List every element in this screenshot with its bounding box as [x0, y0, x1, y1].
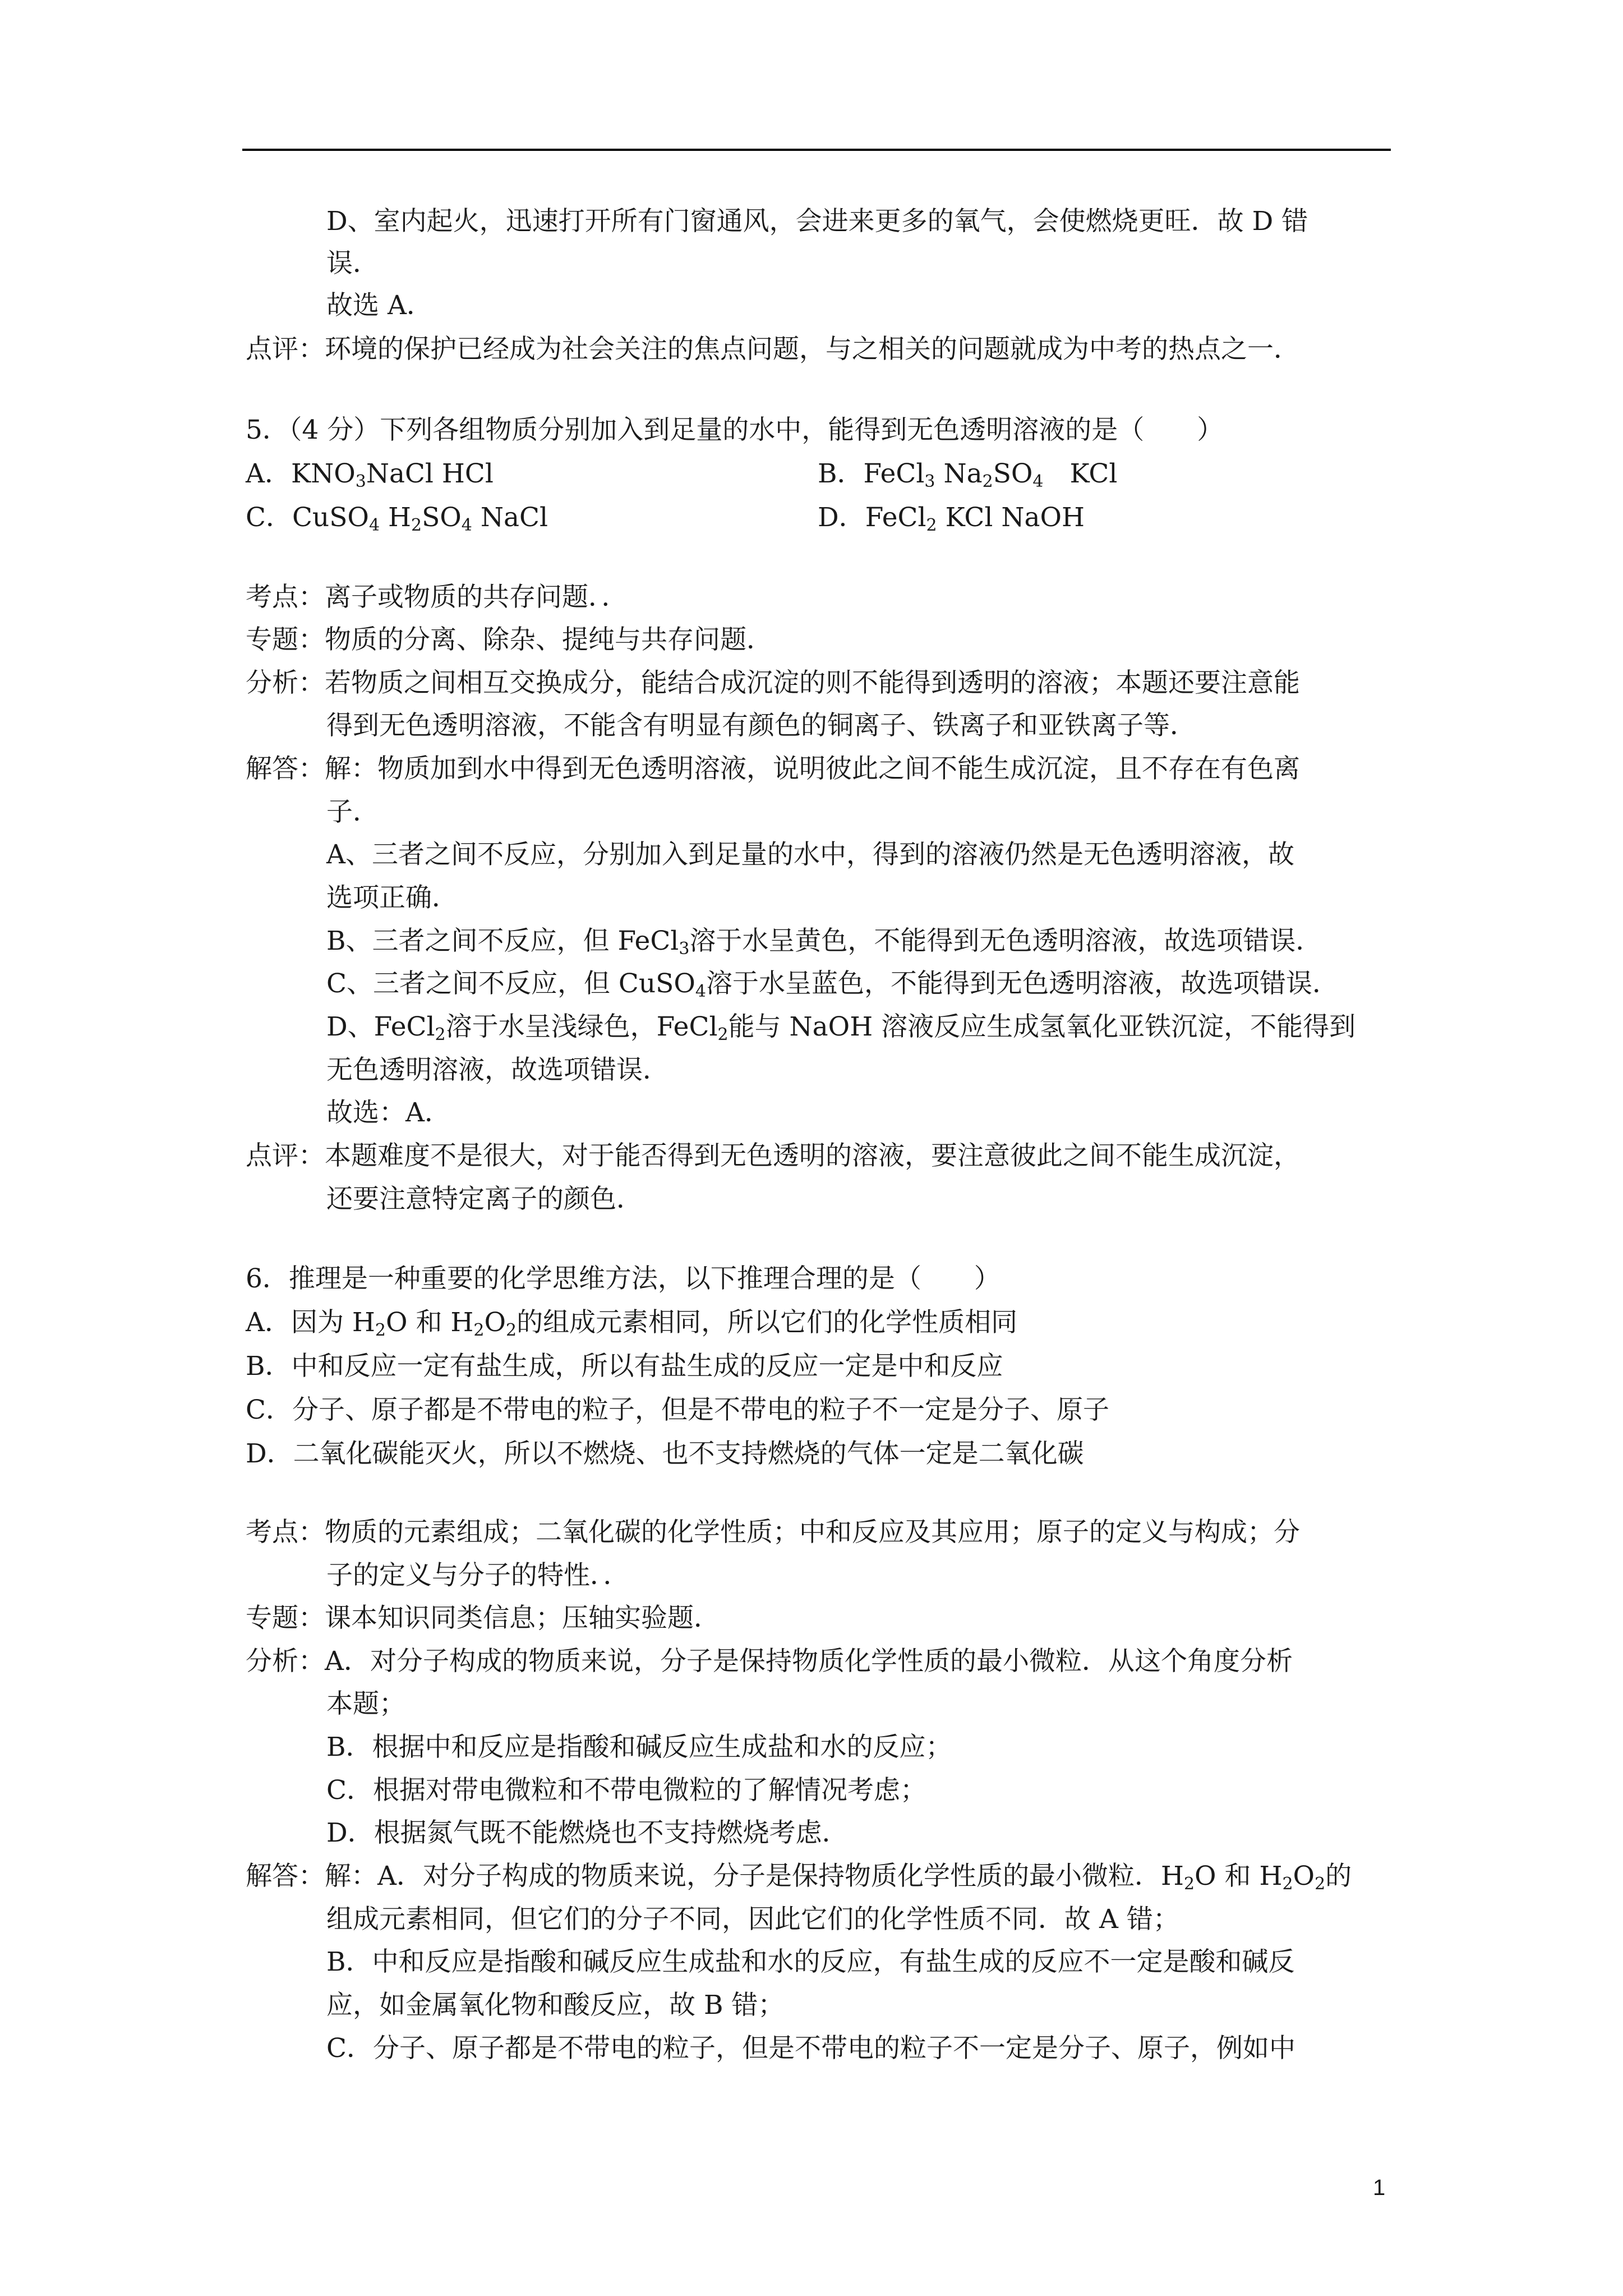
- q6-jieda-line2: 组成元素相同，但它们的分子不同，因此它们的化学性质不同．故 A 错；: [326, 1904, 1179, 1935]
- q6-jieda-b-line2: 应，如金属氧化物和酸反应，故 B 错；: [326, 1990, 785, 2021]
- q5-jieda-a-line2: 选项正确．: [326, 882, 458, 913]
- header-rule: [242, 149, 1391, 151]
- q6-jieda-c-line1: C．分子、原子都是不带电的粒子，但是不带电的粒子不一定是分子、原子，例如中: [326, 2033, 1295, 2064]
- q5-jieda-line2: 子．: [326, 797, 379, 827]
- q6-option-c: C．分子、原子都是不带电的粒子，但是不带电的粒子不一定是分子、原子: [246, 1395, 1109, 1425]
- q6-zhuanti: 专题：课本知识同类信息；压轴实验题．: [246, 1603, 720, 1634]
- q5-review-line2: 还要注意特定离子的颜色．: [326, 1184, 643, 1214]
- q5-jieda-d-line1: D、FeCl$_2$溶于水呈浅绿色，FeCl$_2$能与 NaOH 溶液反应生成氢氧化亚铁沉淀，不能得到: [326, 1011, 1356, 1045]
- q5-jieda-b: B、三者之间不反应，但 FeCl$_3$溶于水呈黄色，不能得到无色透明溶液，故选项错误．: [326, 926, 1322, 959]
- q4-answer: 故选 A．: [326, 290, 433, 321]
- q5-fenxi-line1: 分析：若物质之间相互交换成分，能结合成沉淀的则不能得到透明的溶液；本题还要注意能: [246, 668, 1300, 698]
- q6-jieda-line1: 解答：解：A．对分子构成的物质来说，分子是保持物质化学性质的最小微粒．$H_2O$ 和 $H_2O_2$的: [246, 1861, 1352, 1894]
- q4-option-d-line1: D、室内起火，迅速打开所有门窗通风，会进来更多的氧气，会使燃烧更旺．故 D 错: [326, 206, 1308, 237]
- q6-kaodian-line1: 考点：物质的元素组成；二氧化碳的化学性质；中和反应及其应用；原子的定义与构成；分: [246, 1517, 1300, 1548]
- q5-zhuanti: 专题：物质的分离、除杂、提纯与共存问题．: [246, 624, 773, 655]
- q6-fenxi-c: C．根据对带电微粒和不带电微粒的了解情况考虑；: [326, 1775, 926, 1806]
- q4-review: 点评：环境的保护已经成为社会关注的焦点问题，与之相关的问题就成为中考的热点之一．: [246, 334, 1300, 365]
- q6-option-b: B．中和反应一定有盐生成，所以有盐生成的反应一定是中和反应: [246, 1351, 1003, 1382]
- q5-option-a: A．$KNO_3NaCl$ HCl: [246, 458, 494, 491]
- q6-fenxi-line1: 分析：A．对分子构成的物质来说，分子是保持物质化学性质的最小微粒．从这个角度分析: [246, 1646, 1293, 1677]
- q6-jieda-b-line1: B．中和反应是指酸和碱反应生成盐和水的反应，有盐生成的反应不一定是酸和碱反: [326, 1947, 1295, 1977]
- q5-answer: 故选：A．: [326, 1097, 451, 1128]
- q5-review-line1: 点评：本题难度不是很大，对于能否得到无色透明的溶液，要注意彼此之间不能生成沉淀，: [246, 1140, 1300, 1171]
- q5-fenxi-line2: 得到无色透明溶液，不能含有明显有颜色的铜离子、铁离子和亚铁离子等．: [326, 710, 1196, 741]
- q5-jieda-a-line1: A、三者之间不反应，分别加入到足量的水中，得到的溶液仍然是无色透明溶液，故: [326, 839, 1294, 870]
- q4-option-d-line2: 误．: [326, 248, 379, 279]
- q5-option-c: C．CuSO$_4$ $H_2SO_4$ NaCl: [246, 502, 548, 535]
- q6-stem: 6．推理是一种重要的化学思维方法，以下推理合理的是（ ）: [246, 1263, 1000, 1294]
- q5-kaodian: 考点：离子或物质的共存问题．．: [246, 582, 628, 613]
- q5-option-b: B．FeCl$_3$ $Na_2SO_4$ KCl: [818, 458, 1118, 491]
- q6-fenxi-line2: 本题；: [326, 1688, 405, 1719]
- q5-stem: 5．（4 分）下列各组物质分别加入到足量的水中，能得到无色透明溶液的是（ ）: [246, 415, 1224, 445]
- q5-jieda-d-line2: 无色透明溶液，故选项错误．: [326, 1055, 669, 1085]
- q5-jieda-line1: 解答：解：物质加到水中得到无色透明溶液，说明彼此之间不能生成沉淀，且不存在有色离: [246, 753, 1300, 784]
- q6-option-d: D．二氧化碳能灭火，所以不燃烧、也不支持燃烧的气体一定是二氧化碳: [246, 1438, 1084, 1469]
- page-number: 1: [1373, 2175, 1386, 2200]
- q6-fenxi-d: D．根据氮气既不能燃烧也不支持燃烧考虑．: [326, 1818, 849, 1848]
- q6-kaodian-line2: 子的定义与分子的特性．．: [326, 1560, 630, 1591]
- q5-option-d: D．FeCl$_2$ KCl NaOH: [818, 502, 1085, 535]
- q5-jieda-c: C、三者之间不反应，但 CuSO$_4$溶于水呈蓝色，不能得到无色透明溶液，故选项错误．: [326, 968, 1339, 1001]
- q6-option-a: A．因为 $H_2O$ 和 $H_2O_2$的组成元素相同，所以它们的化学性质相同: [246, 1307, 1018, 1340]
- q6-fenxi-b: B．根据中和反应是指酸和碱反应生成盐和水的反应；: [326, 1732, 952, 1763]
